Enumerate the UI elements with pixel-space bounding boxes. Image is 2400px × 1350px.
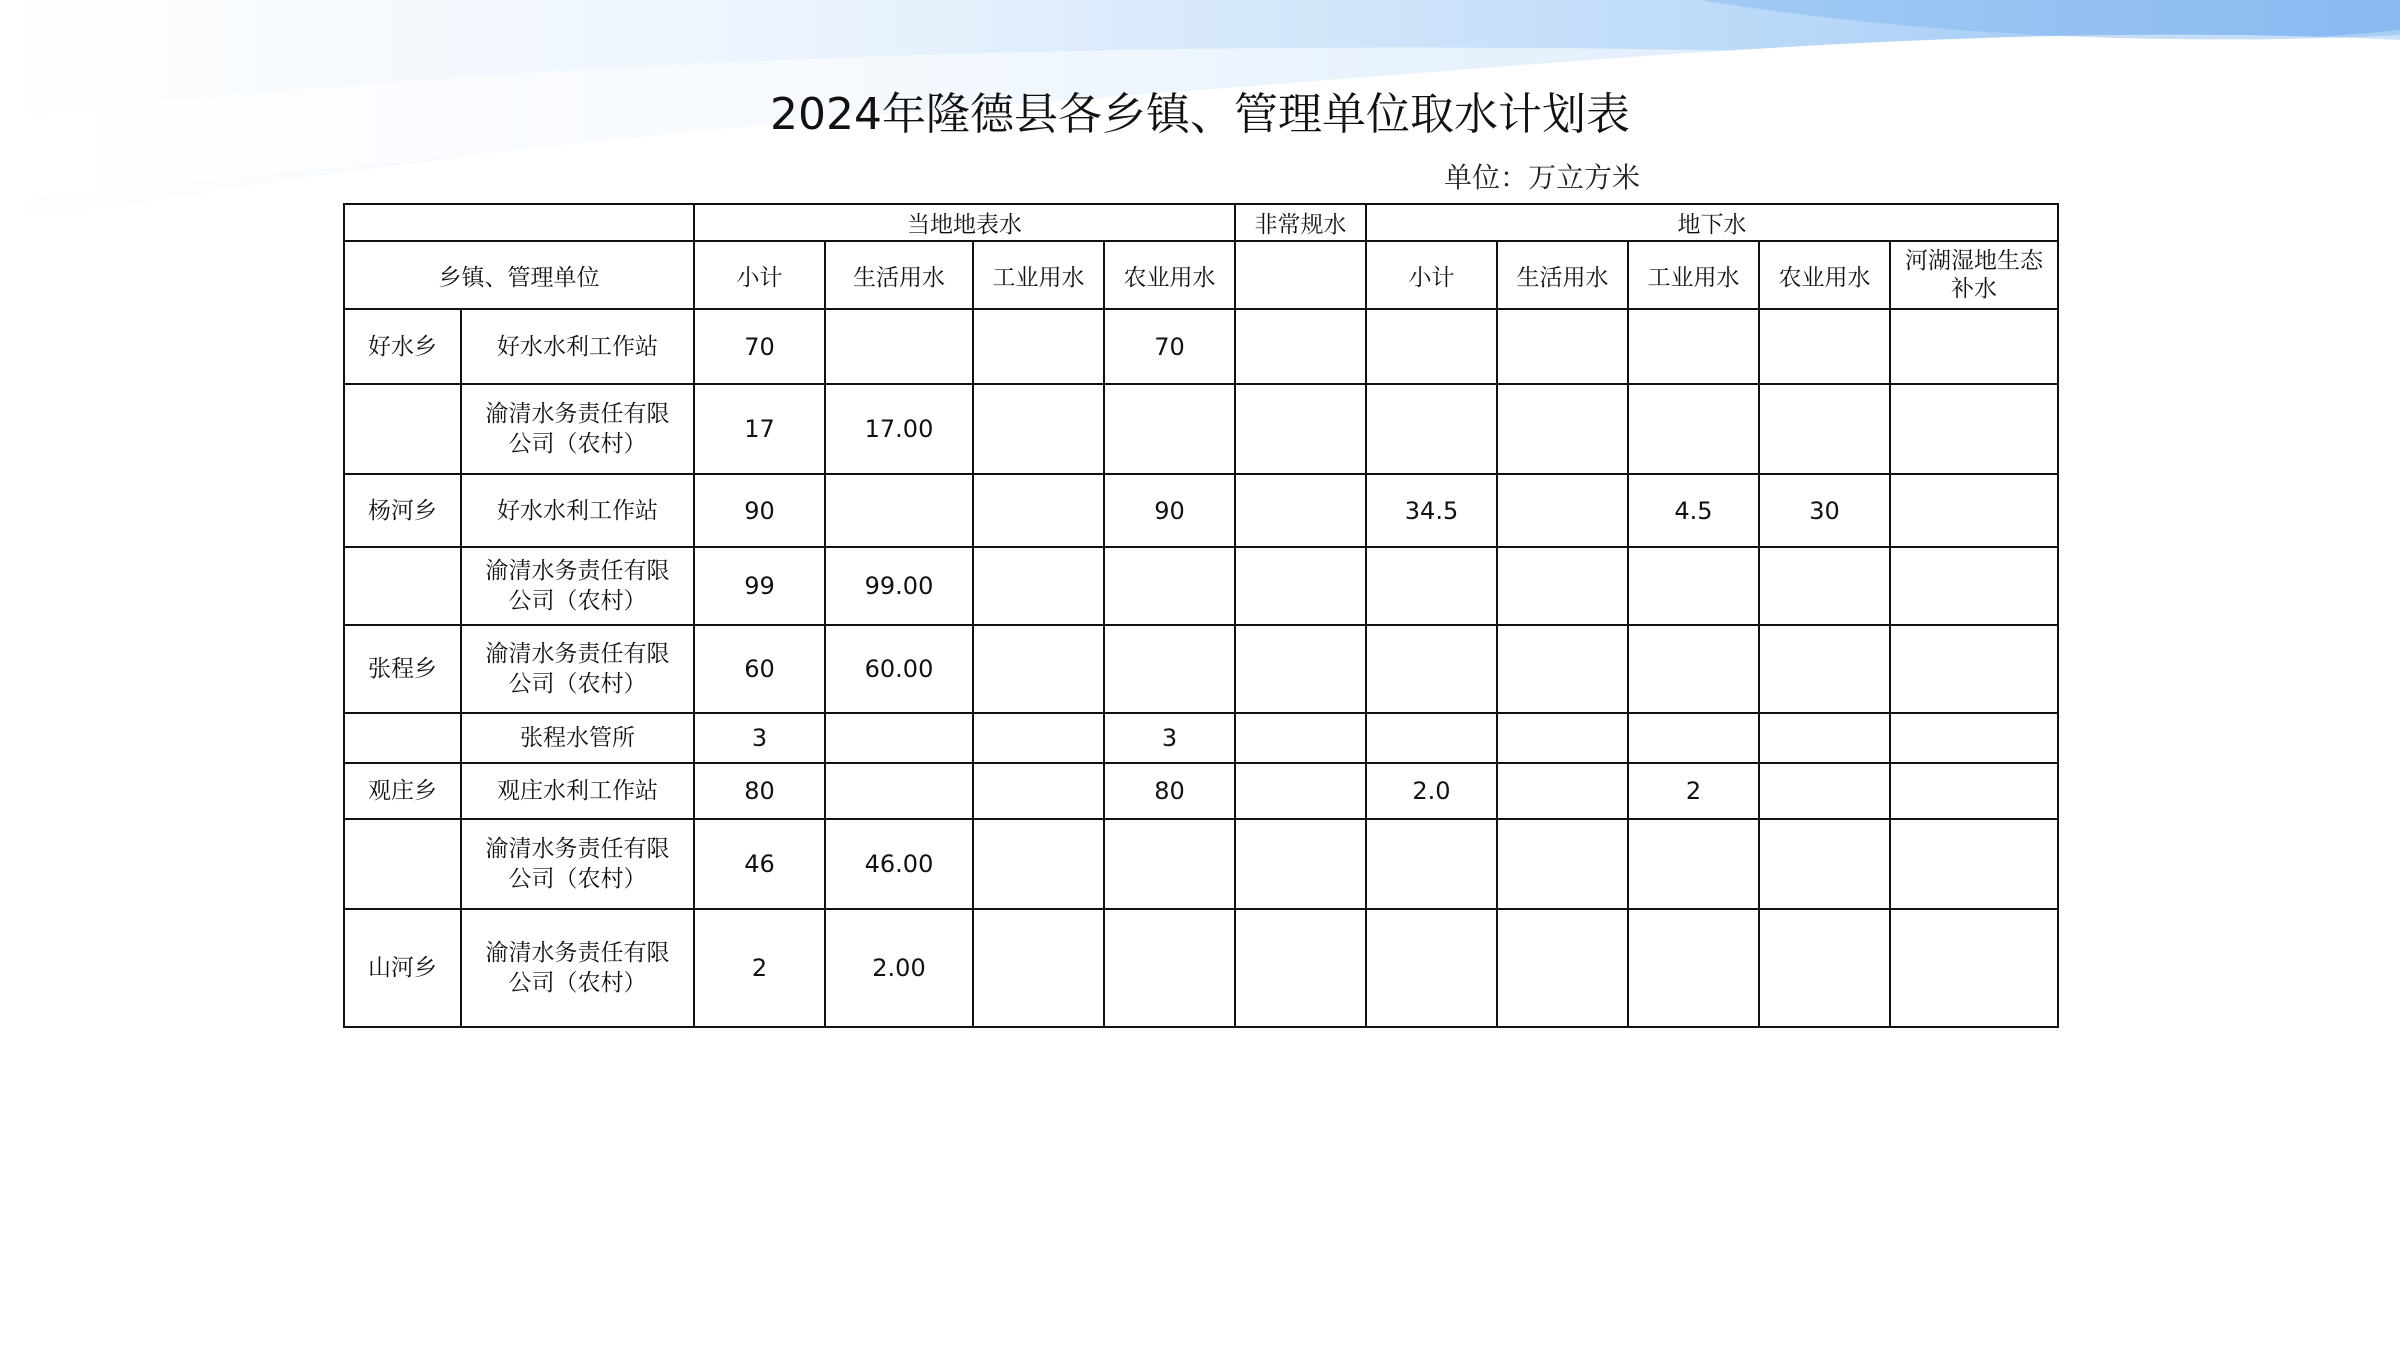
surface-subtotal-cell: 80 (694, 763, 825, 819)
surface-agricultural-cell (1104, 819, 1235, 909)
ground-domestic-cell (1497, 819, 1628, 909)
surface-subtotal-cell: 70 (694, 309, 825, 384)
town-cell: 山河乡 (344, 909, 461, 1027)
surface-agricultural-cell (1104, 625, 1235, 713)
header-ground-agricultural: 农业用水 (1759, 241, 1890, 309)
org-cell: 渝清水务责任有限公司（农村） (461, 625, 694, 713)
surface-domestic-cell (825, 713, 973, 763)
header-ground-domestic: 生活用水 (1497, 241, 1628, 309)
ground-ecological-cell (1890, 713, 2058, 763)
town-cell: 观庄乡 (344, 763, 461, 819)
unconventional-cell (1235, 909, 1366, 1027)
surface-agricultural-cell: 3 (1104, 713, 1235, 763)
surface-industrial-cell (973, 909, 1104, 1027)
ground-domestic-cell (1497, 547, 1628, 625)
surface-domestic-cell (825, 763, 973, 819)
ground-industrial-cell (1628, 625, 1759, 713)
surface-domestic-cell: 46.00 (825, 819, 973, 909)
header-surface-subtotal: 小计 (694, 241, 825, 309)
ground-agricultural-cell (1759, 625, 1890, 713)
surface-agricultural-cell (1104, 384, 1235, 474)
ground-subtotal-cell (1366, 384, 1497, 474)
surface-industrial-cell (973, 474, 1104, 547)
town-cell (344, 713, 461, 763)
town-cell: 好水乡 (344, 309, 461, 384)
surface-subtotal-cell: 99 (694, 547, 825, 625)
water-plan-table (343, 203, 2059, 1028)
ground-domestic-cell (1497, 625, 1628, 713)
town-cell (344, 819, 461, 909)
ground-agricultural-cell (1759, 384, 1890, 474)
ground-domestic-cell (1497, 309, 1628, 384)
ground-industrial-cell (1628, 384, 1759, 474)
ground-subtotal-cell (1366, 909, 1497, 1027)
surface-industrial-cell (973, 309, 1104, 384)
ground-subtotal-cell (1366, 625, 1497, 713)
surface-subtotal-cell: 46 (694, 819, 825, 909)
unconventional-cell (1235, 384, 1366, 474)
table-row (344, 713, 2058, 763)
org-cell: 渝清水务责任有限公司（农村） (461, 819, 694, 909)
header-ground-industrial: 工业用水 (1628, 241, 1759, 309)
town-cell: 杨河乡 (344, 474, 461, 547)
header-surface-industrial: 工业用水 (973, 241, 1104, 309)
unconventional-cell (1235, 474, 1366, 547)
ground-industrial-cell: 2 (1628, 763, 1759, 819)
ground-industrial-cell (1628, 819, 1759, 909)
ground-agricultural-cell: 30 (1759, 474, 1890, 547)
surface-industrial-cell (973, 384, 1104, 474)
surface-agricultural-cell: 70 (1104, 309, 1235, 384)
ground-agricultural-cell (1759, 819, 1890, 909)
ground-industrial-cell (1628, 713, 1759, 763)
header-row-group (344, 204, 2058, 241)
surface-subtotal-cell: 17 (694, 384, 825, 474)
town-cell: 张程乡 (344, 625, 461, 713)
ground-ecological-cell (1890, 547, 2058, 625)
surface-domestic-cell: 17.00 (825, 384, 973, 474)
surface-industrial-cell (973, 625, 1104, 713)
ground-agricultural-cell (1759, 547, 1890, 625)
org-cell: 张程水管所 (461, 713, 694, 763)
surface-industrial-cell (973, 547, 1104, 625)
surface-industrial-cell (973, 819, 1104, 909)
ground-subtotal-cell (1366, 819, 1497, 909)
surface-domestic-cell (825, 309, 973, 384)
ground-domestic-cell (1497, 384, 1628, 474)
header-groundwater: 地下水 (1366, 204, 2058, 241)
header-ground-subtotal: 小计 (1366, 241, 1497, 309)
ground-industrial-cell (1628, 909, 1759, 1027)
ground-ecological-cell (1890, 384, 2058, 474)
unconventional-cell (1235, 819, 1366, 909)
ground-subtotal-cell (1366, 547, 1497, 625)
surface-domestic-cell: 60.00 (825, 625, 973, 713)
surface-agricultural-cell: 80 (1104, 763, 1235, 819)
table-row (344, 763, 2058, 819)
header-row-columns (344, 241, 2058, 309)
table-row (344, 384, 2058, 474)
unconventional-cell (1235, 625, 1366, 713)
header-surface-domestic: 生活用水 (825, 241, 973, 309)
ground-industrial-cell (1628, 309, 1759, 384)
ground-domestic-cell (1497, 474, 1628, 547)
ground-ecological-cell (1890, 909, 2058, 1027)
ground-agricultural-cell (1759, 309, 1890, 384)
ground-industrial-cell: 4.5 (1628, 474, 1759, 547)
document-title: 2024年隆德县各乡镇、管理单位取水计划表 (770, 89, 1630, 140)
table-row (344, 309, 2058, 384)
surface-subtotal-cell: 90 (694, 474, 825, 547)
org-cell: 好水水利工作站 (461, 474, 694, 547)
surface-subtotal-cell: 60 (694, 625, 825, 713)
ground-ecological-cell (1890, 819, 2058, 909)
town-cell (344, 547, 461, 625)
surface-agricultural-cell (1104, 909, 1235, 1027)
ground-ecological-cell (1890, 309, 2058, 384)
surface-agricultural-cell (1104, 547, 1235, 625)
ground-ecological-cell (1890, 763, 2058, 819)
surface-subtotal-cell: 3 (694, 713, 825, 763)
ground-industrial-cell (1628, 547, 1759, 625)
surface-agricultural-cell: 90 (1104, 474, 1235, 547)
unit-label: 单位：万立方米 (1444, 161, 1641, 194)
header-ground-ecological: 河湖湿地生态补水 (1890, 241, 2058, 309)
ground-agricultural-cell (1759, 763, 1890, 819)
table-row (344, 625, 2058, 713)
table-row (344, 474, 2058, 547)
unconventional-cell (1235, 547, 1366, 625)
surface-domestic-cell: 99.00 (825, 547, 973, 625)
surface-industrial-cell (973, 763, 1104, 819)
ground-subtotal-cell (1366, 309, 1497, 384)
header-surface-water: 当地地表水 (694, 204, 1235, 241)
unconventional-cell (1235, 309, 1366, 384)
ground-ecological-cell (1890, 625, 2058, 713)
surface-domestic-cell: 2.00 (825, 909, 973, 1027)
ground-domestic-cell (1497, 713, 1628, 763)
org-cell: 渝清水务责任有限公司（农村） (461, 384, 694, 474)
surface-subtotal-cell: 2 (694, 909, 825, 1027)
header-unconventional-blank (1235, 241, 1366, 309)
surface-domestic-cell (825, 474, 973, 547)
org-cell: 好水水利工作站 (461, 309, 694, 384)
ground-agricultural-cell (1759, 909, 1890, 1027)
table-row (344, 547, 2058, 625)
ground-subtotal-cell: 2.0 (1366, 763, 1497, 819)
table-row (344, 819, 2058, 909)
header-org-column: 乡镇、管理单位 (344, 241, 694, 309)
header-blank-cell (344, 204, 694, 241)
ground-domestic-cell (1497, 763, 1628, 819)
table-row (344, 909, 2058, 1027)
unconventional-cell (1235, 763, 1366, 819)
org-cell: 渝清水务责任有限公司（农村） (461, 547, 694, 625)
org-cell: 渝清水务责任有限公司（农村） (461, 909, 694, 1027)
ground-ecological-cell (1890, 474, 2058, 547)
table-body (344, 309, 2058, 1027)
town-cell (344, 384, 461, 474)
header-surface-agricultural: 农业用水 (1104, 241, 1235, 309)
ground-agricultural-cell (1759, 713, 1890, 763)
ground-subtotal-cell (1366, 713, 1497, 763)
unconventional-cell (1235, 713, 1366, 763)
ground-domestic-cell (1497, 909, 1628, 1027)
ground-subtotal-cell: 34.5 (1366, 474, 1497, 547)
org-cell: 观庄水利工作站 (461, 763, 694, 819)
surface-industrial-cell (973, 713, 1104, 763)
header-unconventional-water: 非常规水 (1235, 204, 1366, 241)
